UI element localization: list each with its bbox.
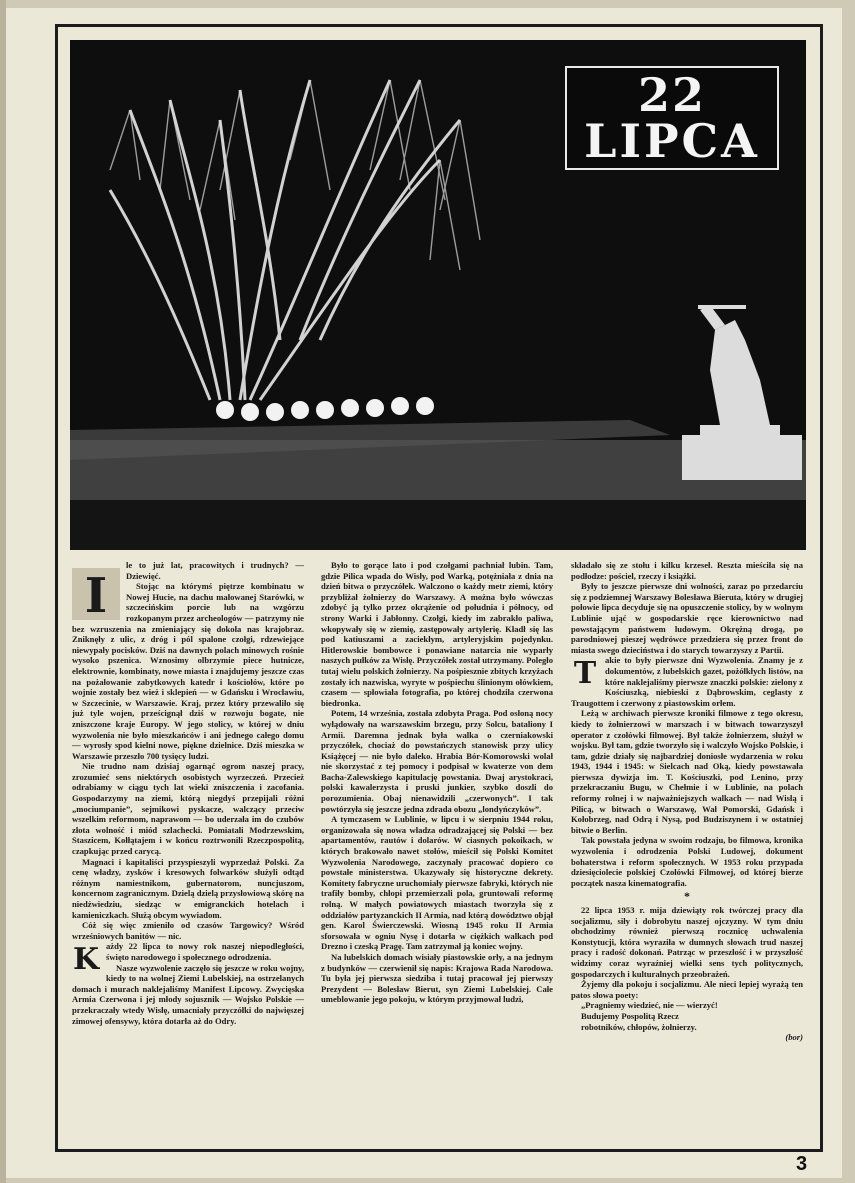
paragraph	[571, 655, 803, 708]
paragraph: Na lubelskich domach wisiały piastowskie orły, a na jednym z budynków — czerwienił się napis: Krajowa Rada Narodowa. Tu była jej pierwsza siedziba i tutaj pracował jej pierwszy Prezydent — Bolesław Bierut, syn Ziemi Lubelskiej. Całe umeblowanie jego pokoju, w którym przyjmował ludzi,	[321, 951, 553, 1005]
paragraph-text: ażdy 22 lipca to nowy rok naszej niepodległości, święto narodowego i społecznego odrodzenia.	[106, 941, 304, 962]
drop-cap: I	[72, 568, 120, 620]
paragraph: Nie trudno nam dzisiaj ogarnąć ogrom naszej pracy, zrozumieć sens niektórych osobistych wyrzeczeń. Przecież odrabiamy w ciągu tych lat wieki zniszczenia i zacofania. Gospodarzymy na ziemi, którą niegdyś przepijali różni „mociumpanie”, sejmikowi pyskacze, walczący przeciw wszelkim reformom, naprawom — bo uderzała im do czubów złota wolność i miód szlachecki. Pomiatali Modrzewskim, Staszicem, Kołłątajem i w końcu roztrwonili Rzeczpospolitą, czapkując przed carycą.	[72, 761, 304, 857]
poem-line: „Pragniemy wiedzieć, nie — wierzyć!	[581, 1000, 718, 1011]
paragraph: Nasze wyzwolenie zaczęło się jeszcze w roku wojny, kiedy to na wolnej Ziemi Lubelskiej, na ostrzelanych domach i murach naklejaliśmy Manifest Lipcowy. Zwycięska Armia Czerwona i jej młody sojusznik — Wojsko Polskie — przekraczały wtedy Wisłę, umacniały przyczółki do najwięszej zimowej ofensywy, która dotarła aż do Odry.	[72, 962, 304, 1026]
paragraph-text: le to już lat, pracowitych i trudnych? — Dziewięć.	[126, 560, 304, 581]
paragraph: Były to jeszcze pierwsze dni wolności, zaraz po przedarciu się z podziemnej Warszawy Bolesława Bieruta, który w drugiej połowie lipca decyduje się na opuszczenie stolicy, by w wolnym Lublinie ująć w gospodarskie ręce kierownictwo nad powstającym państwem ludowym. Okrężną drogą, po parodniowej pieszej wędrówce przedziera się przez front do miasta swego dzieciństwa i do starych towarzyszy z Partii.	[571, 581, 803, 655]
paragraph: Żyjemy dla pokoju i socjalizmu. Ale nieci lepiej wyrażą ten patos słowa poety:	[571, 979, 803, 1000]
paragraph: Cóż się więc zmieniło od czasów Targowicy? Wśród wrześniowych banitów — nic.	[72, 920, 304, 941]
poem-line: Budujemy Pospolitą Rzecz	[581, 1010, 679, 1021]
paragraph: 22 lipca 1953 r. mija dziewiąty rok twórczej pracy dla socjalizmu, siły i dobrobytu naszej ojczyzny. W tym dniu obchodzimy również pierwszą rocznicę uchwalenia Konstytucji, która wyraziła w dumnych słowach trud naszej pracy i radość dokonań. Patrząc w przeszłość i w przyszłość widzimy coraz wyraźniej wielki sens tych politycznych, gospodarczych i kulturalnych przeobrażeń.	[571, 905, 803, 979]
article-column-3	[571, 560, 803, 1140]
paragraph: Tak powstała jedyna w swoim rodzaju, bo filmowa, kronika wyzwolenia i odrodzenia Polski Ludowej, dokument bohaterstwa i reform społecznych. W 1953 roku przypada dziesięciolecie polskiej Czołówki Filmowej, od której bierze początek nasza kinematografia.	[571, 835, 803, 888]
article-body	[72, 560, 808, 1140]
article-column-2	[321, 560, 553, 1140]
paragraph	[72, 560, 304, 624]
drop-cap: K	[72, 942, 100, 978]
paragraph	[72, 941, 304, 978]
crowd-silhouette	[70, 500, 806, 550]
headline-box	[565, 66, 779, 170]
page-number: 3	[796, 1153, 808, 1175]
paragraph: składało się ze stołu i kilku krzeseł. Reszta mieściła się na podłodze: pościel, rzeczy i książki.	[571, 560, 803, 581]
section-separator: *	[684, 889, 690, 904]
drop-cap: T	[573, 656, 597, 692]
paragraph: Stojąc na którymś piętrze kombinatu w Nowej Hucie, na dachu małowanej Starówki, w szczecińskim porcie lub na wzgórzu rozkopanym przez archeologów — patrzymy nie bez wzruszenia na zmieniający się dokoła nas krajobraz. Zniknęły z ulic, z dróg i pól spalone czołgi, rdzewiejące niewypały pocisków. Dziś na dawnych polach minowych rośnie wysoko pszenica. Wznosimy olbrzymie piece hutnicze, elektrownie, kombinaty, nowe miasta i znajdujemy jeszcze czas na pożałowanie zabytkowych katedr i kościołów, które po wojnie zostały bez wież i sklepień — w Gdańsku i Wrocławiu, w Szczecinie, w Warszawie. Kraj, przez który przewaliło się już tyle wojen, prześcignął dziś w rozwoju bogate, nie zniszczone kraje Europy. W jego stolicy, w której w dniu wyzwolenia nie było mieszkańców i ani jednego całego domu — wyrosły spod kielni nowe, piękne dzielnice. Dziś mieszka w Warszawie przeszło 700 tysięcy ludzi.	[72, 581, 304, 761]
headline-date-number: 22	[637, 68, 706, 122]
paragraph: Magnaci i kapitaliści przyspieszyli wyprzedaż Polski. Za cenę władzy, zysków i kresowych folwarków służyli odtąd różnym namiestnikom, gubernatorom, nuncjuszom, koncernom zagranicznym. Dzielą dzielą przysłowiową skórę na niedźwiedziu, siedząc w emigranckich hotelach i kamieniczkach. Służą obcym wywiadom.	[72, 856, 304, 920]
paragraph: Potem, 14 września, została zdobyta Praga. Pod osłoną nocy wyłądowały na warszawskim brzegu, przy Solcu, bataliony I Armii. Daremna jednak była walka o czerniakowski przyczółek, chociaż do powstańczych stanowisk przy ulicy Książęcej — nie było daleko. Hrabia Bór-Komorowski wolał nie skorzystać z tej pomocy i podpisał w kwaterze von dem Bacha-Zalewskiego kapitulację powstania. Dwaj arystokraci, polski kawalerzysta i pruski junkier, szybko doszli do porozumienia. Obaj nienawidzili „czerwonych”. I tak powtórzyła się jeszcze jedna zdrada obozu „londyńczyków”.	[321, 708, 553, 814]
author-signature: (bor)	[785, 1032, 803, 1043]
paragraph: Leżą w archiwach pierwsze kroniki filmowe z tego okresu, kiedy to żołnierzowi w marszach i w bitwach towarzyszył operator z czołówki filmowej. Był także żołnierzem, służył w wojsku. Był tam, gdzie tworzyło się i walczyło Wojsko Polskie, i tam, gdzie działy się najbardziej doniosłe wydarzenia w roku 1943, 1944 i 1945: w Sielcach nad Oką, kiedy powstawała pierwsza dywizja im. T. Kościuszki, pod Lenino, przy przekraczaniu Bugu, w Chełmie i w Lublinie, na polach reformy rolnej i w najważniejszych walkach — nad Wisłą i Pilicą, w bitwach o Warszawę, Wał Pomorski, Gdańsk i Kołobrzeg, nad Odrą i Nysą, pod Budziszynem i w ostatniej bitwie o Berlin.	[571, 708, 803, 835]
paragraph-text: akie to były pierwsze dni Wyzwolenia. Znamy je z dokumentów, z lubelskich gazet, pożółkłych listów, na które naklejaliśmy pierwsze znaczki polskie: zielony z Kościuszką, niebieski z Dąbrowskim, ceglasty z Traugottem i czerwony z piastowskim orłem.	[571, 655, 803, 708]
paragraph: Było to gorące lato i pod czołgami pachniał lubin. Tam, gdzie Pilica wpada do Wisły, pod Warką, potężniała z dnia na dzień bitwa o przyczółek. Walczono o każdy metr ziemi, który przybliżał żołnierzy do Warszawy. A można było wówczas zdobyć ją tylko przez okrążenie od południa i północy, od strony Warki i Jabłonny. Czołgi, kiedy im zabrakło paliwa, wkopywały się w ziemię, zastępowały artylerię. Kładł się las pod katiuszami a zaciekłym, artyleryjskim pojedynku. Hitlerowskie bombowce i ponawiane natarcia nie wyparły naszych pułków za Wisłę. Przyczółek został utrzymany. Poległo tutaj wielu polskich żołnierzy. Na pośpiesznie zbitych krzyżach zostały ich nazwiska, wyryte w pośpiechu ślinionym ołówkiem, czasem — spłowiała fotografia, po której chodziła czerwona biedronka.	[321, 560, 553, 708]
headline-month: LIPCA	[584, 114, 760, 168]
poem-line: robotników, chłopów, żołnierzy.	[581, 1021, 697, 1032]
paragraph: A tymczasem w Lublinie, w lipcu i w sierpniu 1944 roku, organizowała się nowa władza odradzającej się Polski — bez apartamentów, rautów i dolarów. W ciasnych pokoikach, w których brakowało nawet stołów, mieścił się Polski Komitet Wyzwolenia Narodowego, zaczynały pracować dopiero co powstałe ministerstwa. Ukazywały się historyczne dekrety. Komitety fabryczne uruchomiały pierwsze fabryki, których nie trafiły bomby, chłopi przemierzali pola, gruntowali reformę rolną. W małych powiatowych miastach tworzyła się z oddziałów partyzanckich II Armia, nad którą dowództwo objął gen. Karol Świerczewski. Wiosną 1945 roku II Armia sforsowała w ogniu Nysę i dotarła w ciężkich walkach pod Drezno i czeską Pragę. Tam zatrzymał ją koniec wojny.	[321, 814, 553, 952]
article-column-1	[72, 560, 304, 1140]
